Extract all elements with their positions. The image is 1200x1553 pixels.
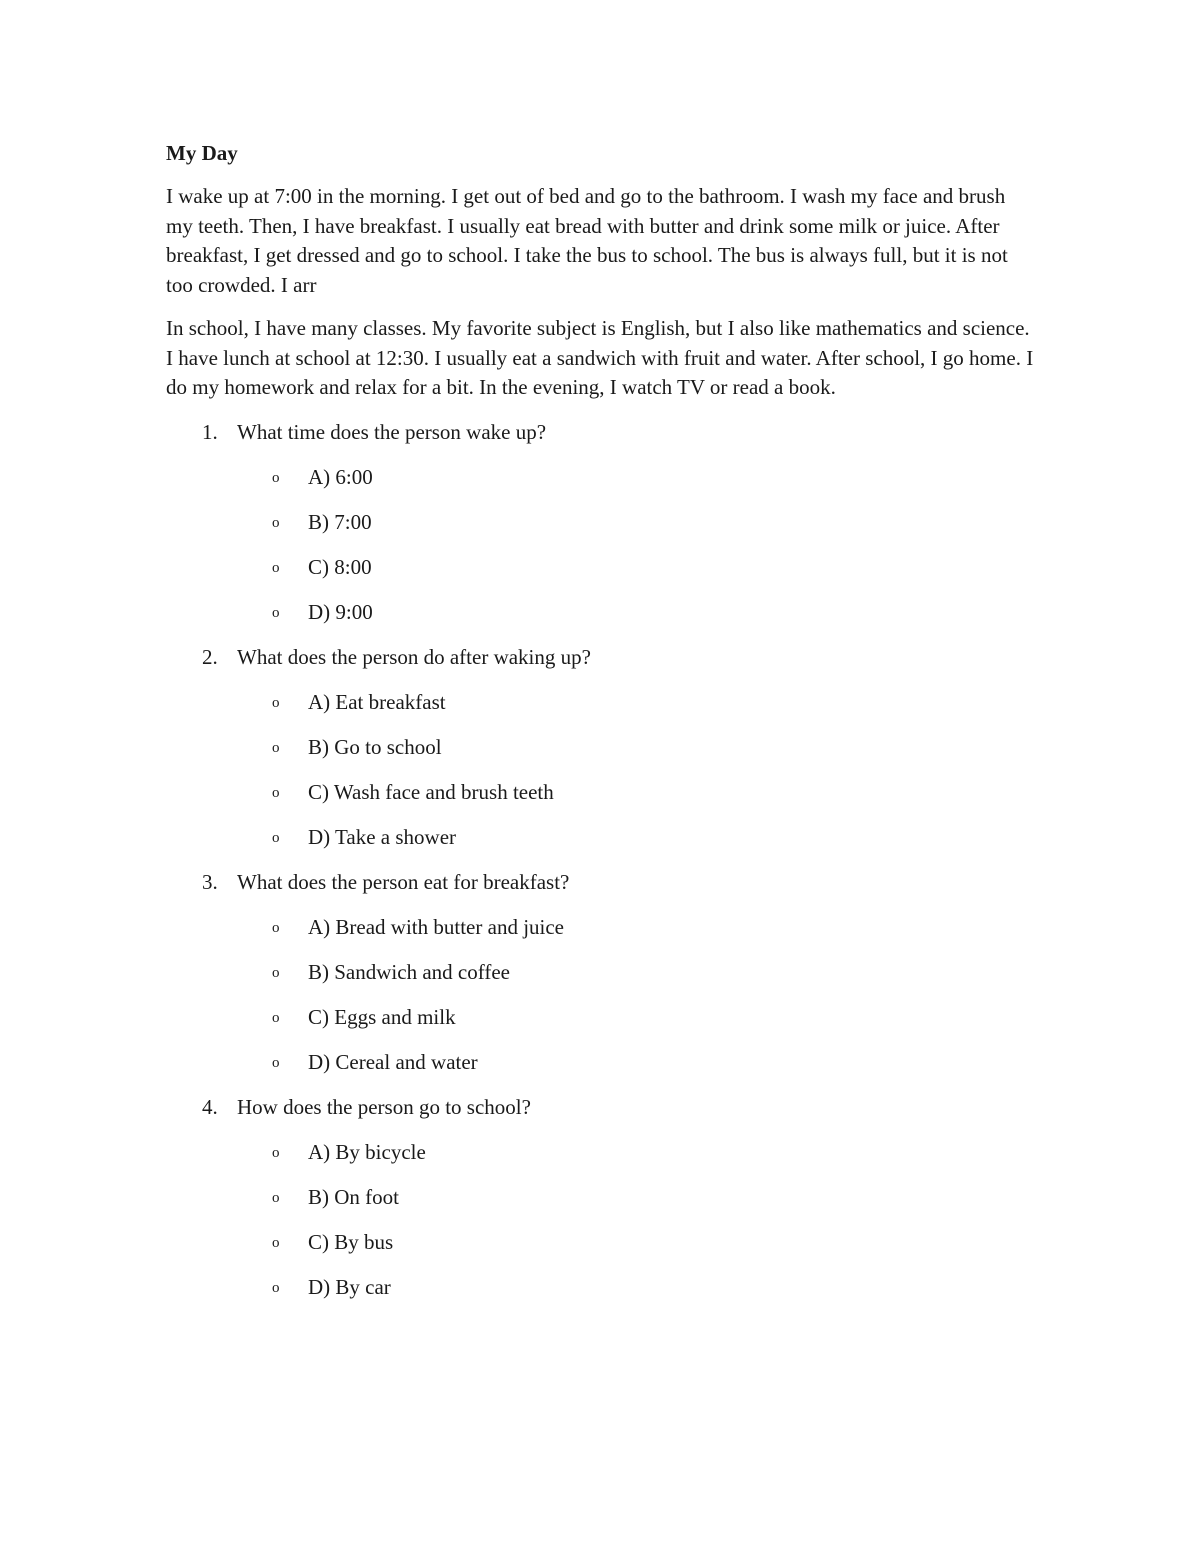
bullet-icon: o [272,514,280,531]
answer-option [237,732,1036,762]
answer-option [237,1272,1036,1302]
bullet-icon: o [272,739,280,756]
bullet-icon: o [272,964,280,981]
question-text: What time does the person wake up? [237,419,547,444]
answer-option [237,1227,1036,1257]
answer-option [237,822,1036,852]
answer-option [237,777,1036,807]
answer-option-text: B) 7:00 [308,509,372,534]
answer-option-text: D) 9:00 [308,599,373,624]
answer-option-text: C) 8:00 [308,554,372,579]
answer-option [237,687,1036,717]
answer-option [237,912,1036,942]
answer-options [237,687,1036,852]
bullet-icon: o [272,1189,280,1206]
answer-option [237,1047,1036,1077]
bullet-icon: o [272,1279,280,1296]
question-item [166,642,1036,852]
bullet-icon: o [272,1009,280,1026]
answer-option [237,957,1036,987]
bullet-icon: o [272,829,280,846]
question-text: How does the person go to school? [237,1094,531,1119]
answer-option-text: C) Wash face and brush teeth [308,779,554,804]
answer-option-text: D) By car [308,1274,391,1299]
answer-options [237,462,1036,627]
question-item [166,867,1036,1077]
question-item [166,1092,1036,1302]
answer-option-text: A) By bicycle [308,1139,426,1164]
answer-option-text: A) 6:00 [308,464,373,489]
answer-option [237,552,1036,582]
question-number: 1. [202,419,218,444]
answer-option-text: A) Eat breakfast [308,689,446,714]
question-text: What does the person eat for breakfast? [237,869,570,894]
answer-option-text: D) Take a shower [308,824,457,849]
question-number: 2. [202,644,218,669]
bullet-icon: o [272,1054,280,1071]
question-number: 4. [202,1094,218,1119]
question-item [166,417,1036,627]
bullet-icon: o [272,469,280,486]
bullet-icon: o [272,1144,280,1161]
document-page [166,138,1036,1317]
answer-option-text: B) On foot [308,1184,399,1209]
question-list [166,417,1036,1302]
bullet-icon: o [272,604,280,621]
bullet-icon: o [272,1234,280,1251]
answer-option-text: B) Go to school [308,734,442,759]
bullet-icon: o [272,559,280,576]
answer-option-text: B) Sandwich and coffee [308,959,510,984]
answer-option [237,507,1036,537]
answer-option [237,1182,1036,1212]
question-number: 3. [202,869,218,894]
answer-options [237,1137,1036,1302]
document-title: My Day [166,141,238,165]
answer-option-text: A) Bread with butter and juice [308,914,564,939]
answer-option [237,462,1036,492]
answer-option-text: D) Cereal and water [308,1049,478,1074]
answer-option [237,597,1036,627]
answer-option-text: C) By bus [308,1229,394,1254]
bullet-icon: o [272,784,280,801]
bullet-icon: o [272,694,280,711]
answer-option [237,1137,1036,1167]
bullet-icon: o [272,919,280,936]
answer-option-text: C) Eggs and milk [308,1004,456,1029]
question-text: What does the person do after waking up? [237,644,591,669]
answer-options [237,912,1036,1077]
paragraph-morning: I wake up at 7:00 in the morning. I get out of bed and go to the bathroom. I wash my face and brush my teeth. Then, I have breakfast. I usually eat bread with butter and drink some milk or juice. After breakfast, I get dressed and go to school. I take the bus to school. The bus is always full, but it is not too crowded. I arr [166,184,1008,297]
answer-option [237,1002,1036,1032]
paragraph-school: In school, I have many classes. My favorite subject is English, but I also like mathematics and science. I have lunch at school at 12:30. I usually eat a sandwich with fruit and water. After school, I go home. I do my homework and relax for a bit. In the evening, I watch TV or read a book. [166,316,1034,399]
